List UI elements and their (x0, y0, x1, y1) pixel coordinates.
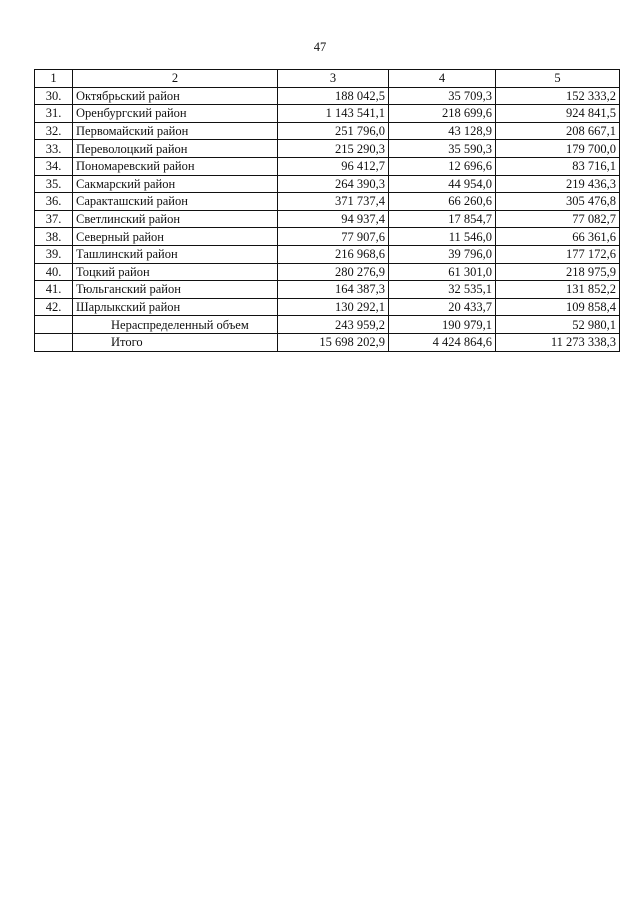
table-row (35, 87, 620, 105)
district-name: Северный район (73, 228, 278, 246)
district-name: Октябрьский район (73, 87, 278, 105)
value-col-5: 152 333,2 (496, 87, 620, 105)
row-number: 38. (35, 228, 73, 246)
district-name: Сакмарский район (73, 175, 278, 193)
district-name: Светлинский район (73, 210, 278, 228)
value-col-4: 35 590,3 (389, 140, 496, 158)
value-col-4: 218 699,6 (389, 105, 496, 123)
value-col-5: 924 841,5 (496, 105, 620, 123)
value-col-3: 243 959,2 (278, 316, 389, 334)
table-row (35, 245, 620, 263)
row-number: 33. (35, 140, 73, 158)
row-number: 39. (35, 245, 73, 263)
value-col-5: 52 980,1 (496, 316, 620, 334)
value-col-5: 219 436,3 (496, 175, 620, 193)
row-number: 35. (35, 175, 73, 193)
district-name: Пономаревский район (73, 157, 278, 175)
value-col-5: 77 082,7 (496, 210, 620, 228)
value-col-3: 1 143 541,1 (278, 105, 389, 123)
row-number: 37. (35, 210, 73, 228)
district-name: Нераспределенный объем (73, 316, 278, 334)
value-col-3: 96 412,7 (278, 157, 389, 175)
value-col-3: 15 698 202,9 (278, 333, 389, 351)
district-name: Переволоцкий район (73, 140, 278, 158)
value-col-5: 66 361,6 (496, 228, 620, 246)
table-row (35, 263, 620, 281)
value-col-5: 218 975,9 (496, 263, 620, 281)
district-name: Шарлыкский район (73, 298, 278, 316)
value-col-3: 251 796,0 (278, 122, 389, 140)
row-number: 30. (35, 87, 73, 105)
table-row (35, 228, 620, 246)
column-header-5: 5 (496, 70, 620, 88)
table-body (35, 87, 620, 351)
value-col-4: 44 954,0 (389, 175, 496, 193)
row-number: 41. (35, 281, 73, 299)
row-number: 34. (35, 157, 73, 175)
row-number: 32. (35, 122, 73, 140)
value-col-3: 188 042,5 (278, 87, 389, 105)
table-row (35, 175, 620, 193)
value-col-4: 32 535,1 (389, 281, 496, 299)
value-col-5: 177 172,6 (496, 245, 620, 263)
table-row (35, 333, 620, 351)
value-col-4: 11 546,0 (389, 228, 496, 246)
value-col-3: 280 276,9 (278, 263, 389, 281)
value-col-5: 208 667,1 (496, 122, 620, 140)
data-table (34, 69, 620, 352)
district-name: Ташлинский район (73, 245, 278, 263)
value-col-3: 77 907,6 (278, 228, 389, 246)
value-col-3: 94 937,4 (278, 210, 389, 228)
table-row (35, 210, 620, 228)
value-col-3: 130 292,1 (278, 298, 389, 316)
value-col-4: 190 979,1 (389, 316, 496, 334)
value-col-5: 83 716,1 (496, 157, 620, 175)
row-number: 42. (35, 298, 73, 316)
value-col-4: 12 696,6 (389, 157, 496, 175)
value-col-4: 43 128,9 (389, 122, 496, 140)
column-header-1: 1 (35, 70, 73, 88)
row-number: 31. (35, 105, 73, 123)
table-row (35, 157, 620, 175)
value-col-4: 35 709,3 (389, 87, 496, 105)
table-header-row (35, 70, 620, 88)
value-col-5: 131 852,2 (496, 281, 620, 299)
value-col-3: 216 968,6 (278, 245, 389, 263)
table-row (35, 122, 620, 140)
column-header-4: 4 (389, 70, 496, 88)
district-name: Саракташский район (73, 193, 278, 211)
value-col-3: 264 390,3 (278, 175, 389, 193)
row-number (35, 316, 73, 334)
row-number: 36. (35, 193, 73, 211)
district-name: Оренбургский район (73, 105, 278, 123)
column-header-3: 3 (278, 70, 389, 88)
value-col-4: 17 854,7 (389, 210, 496, 228)
district-name: Тюльганский район (73, 281, 278, 299)
column-header-2: 2 (73, 70, 278, 88)
value-col-5: 11 273 338,3 (496, 333, 620, 351)
table-row (35, 105, 620, 123)
value-col-4: 61 301,0 (389, 263, 496, 281)
value-col-5: 109 858,4 (496, 298, 620, 316)
page-number: 47 (313, 40, 327, 54)
value-col-5: 305 476,8 (496, 193, 620, 211)
table-row (35, 298, 620, 316)
value-col-4: 4 424 864,6 (389, 333, 496, 351)
value-col-3: 164 387,3 (278, 281, 389, 299)
district-name: Итого (73, 333, 278, 351)
table-row (35, 193, 620, 211)
value-col-4: 39 796,0 (389, 245, 496, 263)
district-name: Тоцкий район (73, 263, 278, 281)
row-number: 40. (35, 263, 73, 281)
value-col-3: 215 290,3 (278, 140, 389, 158)
value-col-4: 66 260,6 (389, 193, 496, 211)
district-name: Первомайский район (73, 122, 278, 140)
value-col-5: 179 700,0 (496, 140, 620, 158)
value-col-3: 371 737,4 (278, 193, 389, 211)
row-number (35, 333, 73, 351)
table-row (35, 281, 620, 299)
value-col-4: 20 433,7 (389, 298, 496, 316)
table-row (35, 140, 620, 158)
table-row (35, 316, 620, 334)
